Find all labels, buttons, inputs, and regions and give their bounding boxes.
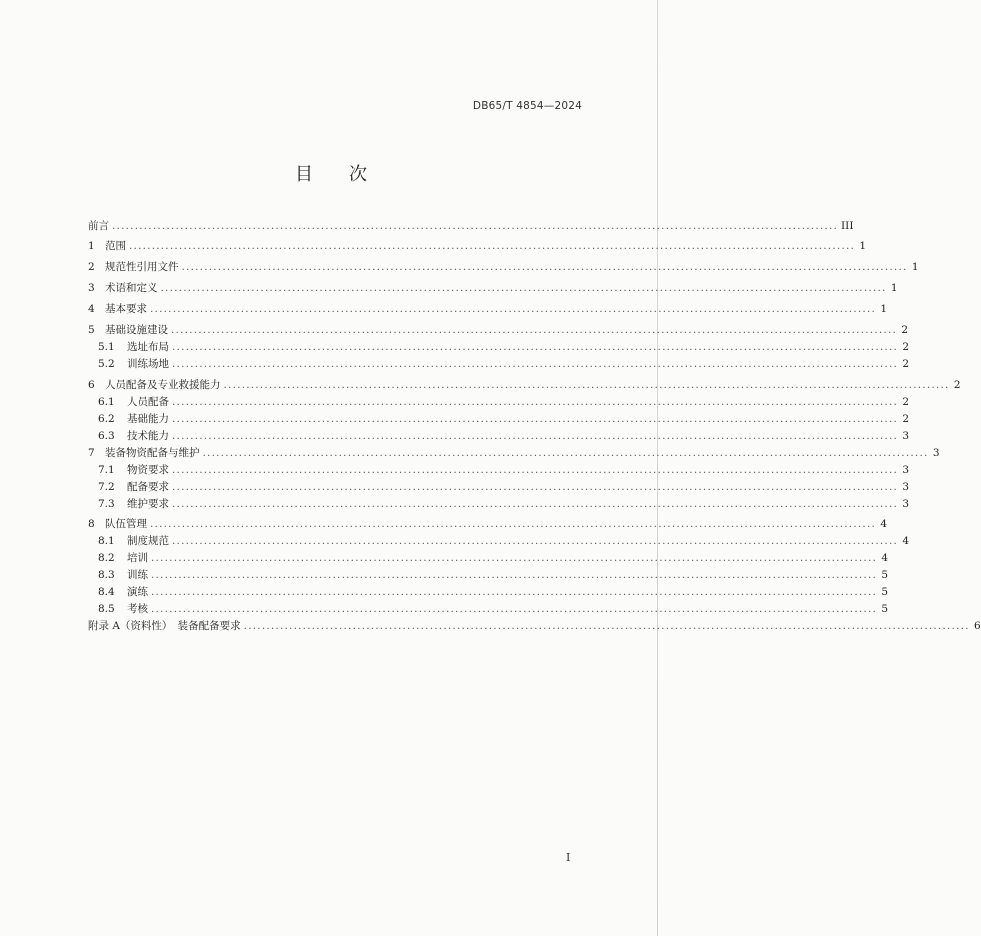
toc-entry[interactable] — [88, 428, 910, 445]
toc-entry-page: 3 — [902, 481, 910, 493]
toc-entry-page: 1 — [890, 282, 898, 294]
toc-entry-page: 5 — [881, 569, 889, 581]
toc-entry-number: 8 — [88, 518, 95, 530]
toc-entry[interactable] — [88, 516, 888, 533]
toc-entry[interactable] — [88, 218, 854, 235]
toc-entry-title: 演练 — [127, 586, 148, 598]
toc-entry-page: 1 — [880, 303, 888, 315]
toc-entry-page: 1 — [859, 240, 867, 252]
toc-entry[interactable] — [88, 238, 867, 255]
toc-leader-dots: ................................................................................................................................................................ — [172, 430, 899, 442]
toc-entry-number: 8.3 — [98, 569, 115, 581]
toc-entry[interactable] — [88, 322, 909, 339]
toc-leader-dots: ................................................................................................................................................................ — [151, 552, 878, 564]
toc-leader-dots: ................................................................................................................................................................ — [202, 447, 929, 459]
toc-entry[interactable] — [88, 356, 910, 373]
toc-entry-page: 1 — [911, 261, 919, 273]
toc-entry-number: 6 — [88, 379, 95, 391]
toc-entry-title: 附录 A（资料性） 装备配备要求 — [88, 620, 241, 632]
toc-entry-title: 前言 — [88, 220, 109, 232]
toc-entry[interactable] — [88, 618, 981, 635]
toc-entry-number: 5.2 — [98, 358, 115, 370]
toc-entry-title: 人员配备及专业救援能力 — [105, 379, 221, 391]
toc-entry-page: 4 — [880, 518, 888, 530]
toc-leader-dots: ................................................................................................................................................................ — [223, 379, 950, 391]
page-title — [0, 160, 662, 186]
toc-entry-page: 3 — [902, 498, 910, 510]
toc-entry-number: 6.3 — [98, 430, 115, 442]
toc-entry-title: 制度规范 — [127, 535, 169, 547]
toc-entry[interactable] — [88, 601, 889, 618]
toc-entry-page: 3 — [902, 430, 910, 442]
toc-entry-page: 6 — [974, 620, 981, 632]
toc-entry[interactable] — [88, 462, 910, 479]
toc-entry-number: 8.5 — [98, 603, 115, 615]
toc-entry-number: 7.3 — [98, 498, 115, 510]
toc-leader-dots: ................................................................................................................................................................ — [172, 481, 899, 493]
toc-leader-dots: ................................................................................................................................................................ — [112, 220, 839, 232]
toc-leader-dots: ................................................................................................................................................................ — [151, 603, 878, 615]
toc-leader-dots: ................................................................................................................................................................ — [172, 498, 899, 510]
toc-entry-title: 基础设施建设 — [105, 324, 168, 336]
toc-leader-dots: ................................................................................................................................................................ — [151, 569, 878, 581]
toc-entry-title: 考核 — [127, 603, 148, 615]
toc-entry-number: 8.1 — [98, 535, 115, 547]
toc-entry-page: 3 — [932, 447, 940, 459]
toc-entry-title: 选址布局 — [127, 341, 169, 353]
toc-entry-number: 5.1 — [98, 341, 115, 353]
toc-entry-number: 1 — [88, 240, 95, 252]
toc-entry-title: 基础能力 — [127, 413, 169, 425]
toc-entry-title: 范围 — [105, 240, 126, 252]
toc-entry-number: 7.1 — [98, 464, 115, 476]
toc-entry-page: 5 — [881, 603, 889, 615]
toc-entry-number: 8.4 — [98, 586, 115, 598]
toc-entry-page: 3 — [902, 464, 910, 476]
toc-leader-dots: ................................................................................................................................................................ — [160, 282, 887, 294]
toc-entry-number: 8.2 — [98, 552, 115, 564]
toc-entry[interactable] — [88, 377, 961, 394]
toc-entry[interactable] — [88, 394, 910, 411]
toc-entry-number: 6.1 — [98, 396, 115, 408]
toc-entry-page: 2 — [902, 396, 910, 408]
toc-leader-dots: ................................................................................................................................................................ — [171, 324, 898, 336]
toc-entry-page: 2 — [901, 324, 909, 336]
toc-leader-dots: ................................................................................................................................................................ — [150, 303, 877, 315]
toc-entry-title: 培训 — [127, 552, 148, 564]
title-char-left: 目 — [295, 164, 313, 185]
toc-entry-page: 2 — [902, 358, 910, 370]
title-char-right: 次 — [349, 164, 367, 185]
toc-entry-number: 7.2 — [98, 481, 115, 493]
toc-entry[interactable] — [88, 479, 910, 496]
toc-entry-title: 术语和定义 — [105, 282, 158, 294]
toc-leader-dots: ................................................................................................................................................................ — [129, 240, 856, 252]
toc-entry-title: 装备物资配备与维护 — [105, 447, 200, 459]
toc-entry-page: 4 — [902, 535, 910, 547]
toc-leader-dots: ................................................................................................................................................................ — [172, 535, 899, 547]
toc-entry-page: 4 — [881, 552, 889, 564]
toc-entry-number: 7 — [88, 447, 95, 459]
toc-entry[interactable] — [88, 280, 898, 297]
toc-leader-dots: ................................................................................................................................................................ — [172, 358, 899, 370]
toc-entry[interactable] — [88, 259, 919, 276]
toc-entry-number: 4 — [88, 303, 95, 315]
toc-entry[interactable] — [88, 567, 889, 584]
toc-entry[interactable] — [88, 411, 910, 428]
toc-entry-title: 队伍管理 — [105, 518, 147, 530]
toc-leader-dots: ................................................................................................................................................................ — [172, 413, 899, 425]
toc-entry-title: 人员配备 — [127, 396, 169, 408]
document-number: DB65/T 4854—2024 — [472, 100, 582, 112]
toc-entry-page: 2 — [953, 379, 961, 391]
toc-entry-title: 技术能力 — [127, 430, 169, 442]
toc-entry-title: 维护要求 — [127, 498, 169, 510]
toc-entry[interactable] — [88, 339, 910, 356]
toc-entry-title: 基本要求 — [105, 303, 147, 315]
toc-entry-number: 6.2 — [98, 413, 115, 425]
toc-entry-title: 训练场地 — [127, 358, 169, 370]
toc-leader-dots: ................................................................................................................................................................ — [172, 396, 899, 408]
toc-entry-title: 训练 — [127, 569, 148, 581]
page-number: I — [566, 851, 571, 864]
toc-entry-number: 2 — [88, 261, 95, 273]
toc-entry[interactable] — [88, 584, 889, 601]
toc-entry-number: 5 — [88, 324, 95, 336]
toc-leader-dots: ................................................................................................................................................................ — [243, 620, 970, 632]
toc-entry-title: 规范性引用文件 — [105, 261, 179, 273]
toc-entry[interactable] — [88, 496, 910, 513]
toc-entry-title: 物资要求 — [127, 464, 169, 476]
toc-leader-dots: ................................................................................................................................................................ — [172, 464, 899, 476]
toc-entry-number: 3 — [88, 282, 95, 294]
toc-entry-page: III — [841, 220, 854, 232]
toc-entry-title: 配备要求 — [127, 481, 169, 493]
toc-entry-page: 2 — [902, 341, 910, 353]
toc-leader-dots: ................................................................................................................................................................ — [181, 261, 908, 273]
toc-entry-page: 5 — [881, 586, 889, 598]
toc-leader-dots: ................................................................................................................................................................ — [172, 341, 899, 353]
toc-leader-dots: ................................................................................................................................................................ — [150, 518, 877, 530]
toc-entry[interactable] — [88, 301, 888, 318]
toc-entry-page: 2 — [902, 413, 910, 425]
toc-leader-dots: ................................................................................................................................................................ — [151, 586, 878, 598]
toc-entry[interactable] — [88, 445, 940, 462]
toc-entry[interactable] — [88, 550, 889, 567]
toc-entry[interactable] — [88, 533, 910, 550]
